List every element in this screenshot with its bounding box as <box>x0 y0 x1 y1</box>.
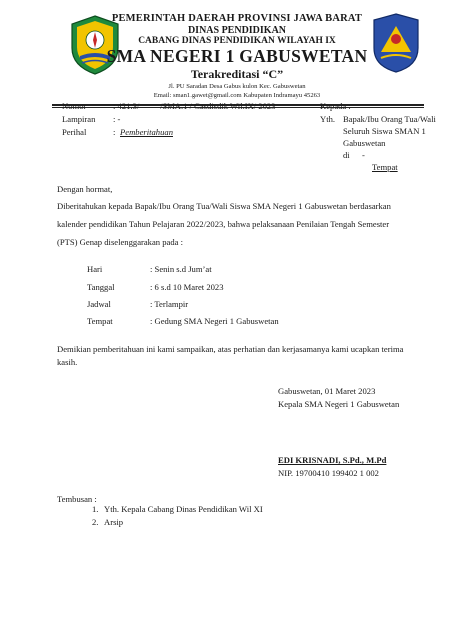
perihal-label: Perihal <box>62 127 87 137</box>
letterhead-contact: Email: sman1.gawet@gmail.com Kabupaten Indramayu 45263 <box>153 92 321 99</box>
detail-value-jadwal: : Terlampir <box>150 299 189 309</box>
detail-label-tanggal: Tanggal <box>87 282 115 292</box>
detail-value-tanggal: : 6 s.d 10 Maret 2023 <box>150 282 224 292</box>
detail-label-jadwal: Jadwal <box>87 299 111 309</box>
perihal-value: Pemberitahuan <box>120 127 173 137</box>
signature-position: Kepala SMA Negeri 1 Gabuswetan <box>278 399 400 409</box>
nomor-prefix: : 421.3/ <box>113 101 140 111</box>
detail-label-tempat: Tempat <box>87 316 113 326</box>
perihal-colon: : <box>113 127 116 137</box>
recipient-di-sep: - <box>362 150 365 160</box>
recipient-line2: Seluruh Siswa SMAN 1 <box>343 126 426 136</box>
recipient-kepada: Kepada : <box>320 101 351 111</box>
signature-name: EDI KRISNADI, S.Pd., M.Pd <box>278 455 387 465</box>
recipient-line3: Gabuswetan <box>343 138 386 148</box>
lampiran-value: : - <box>113 114 121 124</box>
cc-item-1-text: Yth. Kepala Cabang Dinas Pendidikan Wil XI <box>104 504 263 514</box>
nomor-label: Nomor <box>62 101 87 111</box>
recipient-di: di <box>343 150 350 160</box>
detail-value-hari: : Senin s.d Jum’at <box>150 264 212 274</box>
closing-line2: kasih. <box>57 357 78 367</box>
signature-place-date: Gabuswetan, 01 Maret 2023 <box>278 386 376 396</box>
detail-label-hari: Hari <box>87 264 103 274</box>
letterhead-government: PEMERINTAH DAERAH PROVINSI JAWA BARAT <box>111 13 363 24</box>
nomor-value: /SMA.1 / Casdisdik Wil.IX/ 2023 <box>160 101 276 111</box>
letterhead-department: DINAS PENDIDIKAN <box>187 25 287 36</box>
cc-item-2-number: 2. <box>92 517 99 527</box>
detail-value-tempat: : Gedung SMA Negeri 1 Gabuswetan <box>150 316 279 326</box>
recipient-tempat: Tempat <box>372 162 398 172</box>
cc-item-1-number: 1. <box>92 504 99 514</box>
letterhead-branch: CABANG DINAS PENDIDIKAN WILAYAH IX <box>138 36 336 46</box>
signature-nip: NIP. 19700410 199402 1 002 <box>278 468 379 478</box>
body-paragraph-line2: kalender pendidikan Tahun Pelajaran 2022/2023, bahwa pelaksanaan Penilaian Tengah Semester <box>57 219 390 229</box>
closing-line1: Demikian pemberitahuan ini kami sampaikan, atas perhatian dan kerjasamanya kami ucapkan terima <box>57 344 404 354</box>
letterhead-school-name: SMA NEGERI 1 GABUSWETAN <box>106 46 368 66</box>
body-paragraph-line1: Diberitahukan kepada Bapak/Ibu Orang Tua/Wali Siswa SMA Negeri 1 Gabuswetan berdasarkan <box>57 201 391 211</box>
body-paragraph-line3: (PTS) Genap diselenggarakan pada : <box>57 237 183 247</box>
lampiran-label: Lampiran <box>62 114 96 124</box>
greeting: Dengan hormat, <box>57 184 113 194</box>
cc-item-2-text: Arsip <box>104 517 124 527</box>
cc-title: Tembusan : <box>57 494 97 504</box>
recipient-yth: Yth. <box>320 114 336 124</box>
letterhead-address: Jl. PU Saradan Desa Gabus kulon Kec. Gabuswetan <box>168 83 306 90</box>
letterhead-accreditation: Terakreditasi “C” <box>190 67 284 81</box>
recipient-line1: Bapak/Ibu Orang Tua/Wali <box>343 114 436 124</box>
